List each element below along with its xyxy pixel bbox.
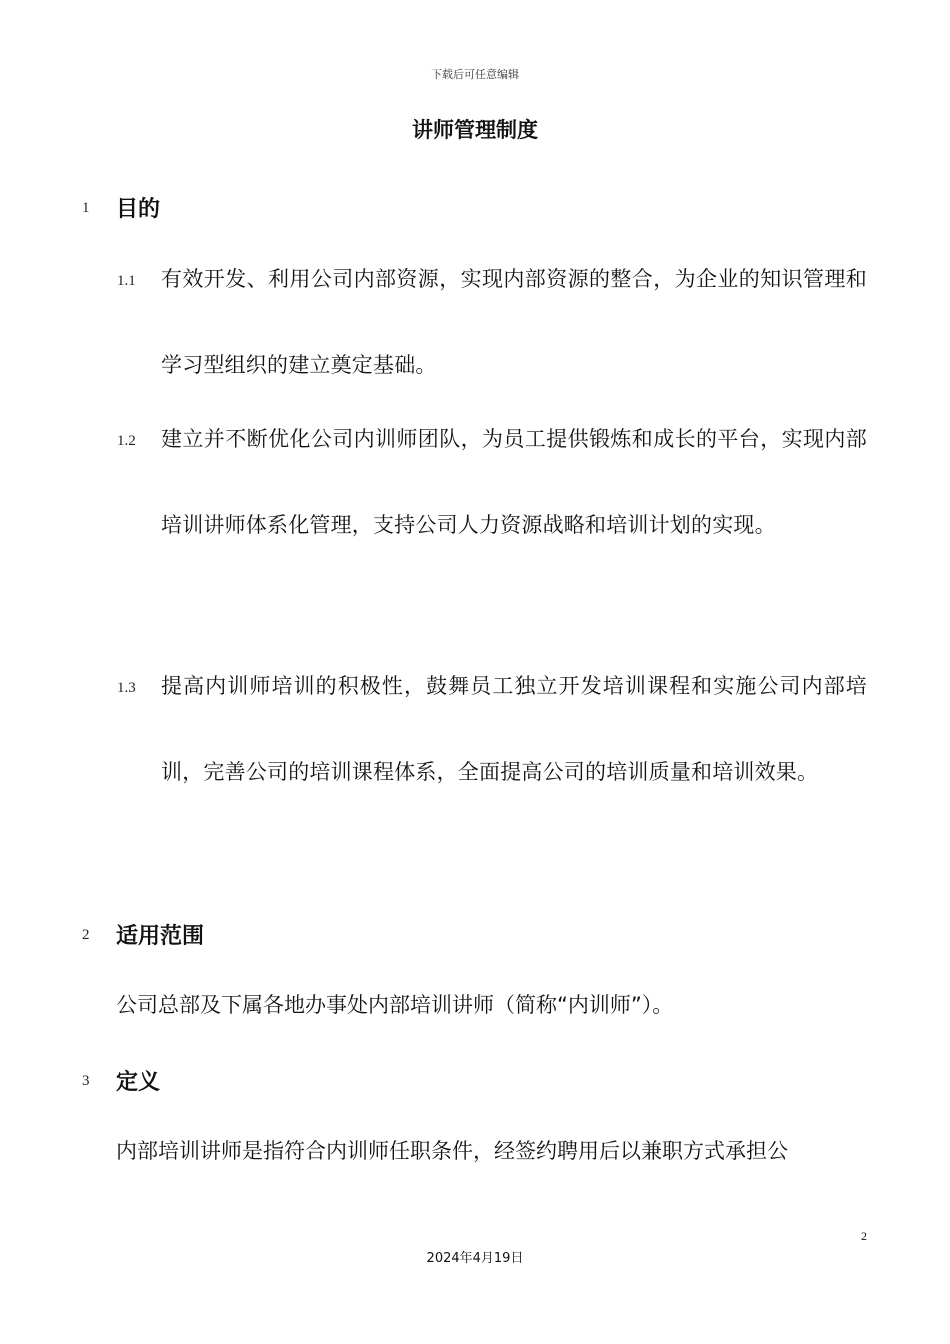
section-number: 1 (82, 200, 90, 216)
scope-paragraph: 公司总部及下属各地办事处内部培训讲师（简称“内训师”）。 (116, 993, 674, 1017)
document-title: 讲师管理制度 (412, 118, 538, 142)
paragraph-item-1-1: 有效开发、利用公司内部资源，实现内部资源的整合，为企业的知识管理和学习型组织的建立奠定基础。 (161, 267, 867, 377)
section-heading-purpose: 目的 (116, 197, 161, 222)
header-note: 下载后可任意编辑 (431, 68, 519, 81)
page-number: 2 (861, 1229, 867, 1243)
section-number: 2 (82, 927, 90, 943)
section-number: 3 (82, 1073, 90, 1089)
item-number: 1.3 (117, 680, 136, 696)
item-number: 1.1 (117, 273, 136, 289)
item-number: 1.2 (117, 433, 136, 449)
paragraph-item-1-3: 提高内训师培训的积极性，鼓舞员工独立开发培训课程和实施公司内部培训，完善公司的培训课程体系，全面提高公司的培训质量和培训效果。 (161, 674, 867, 784)
section-heading-scope: 适用范围 (116, 924, 205, 949)
section-heading-definition: 定义 (116, 1070, 161, 1095)
paragraph-item-1-2: 建立并不断优化公司内训师团队，为员工提供锻炼和成长的平台，实现内部培训讲师体系化管理，支持公司人力资源战略和培训计划的实现。 (161, 427, 867, 537)
definition-paragraph: 内部培训讲师是指符合内训师任职条件，经签约聘用后以兼职方式承担公 (116, 1139, 788, 1163)
footer-date: 2024年4月19日 (426, 1251, 524, 1266)
